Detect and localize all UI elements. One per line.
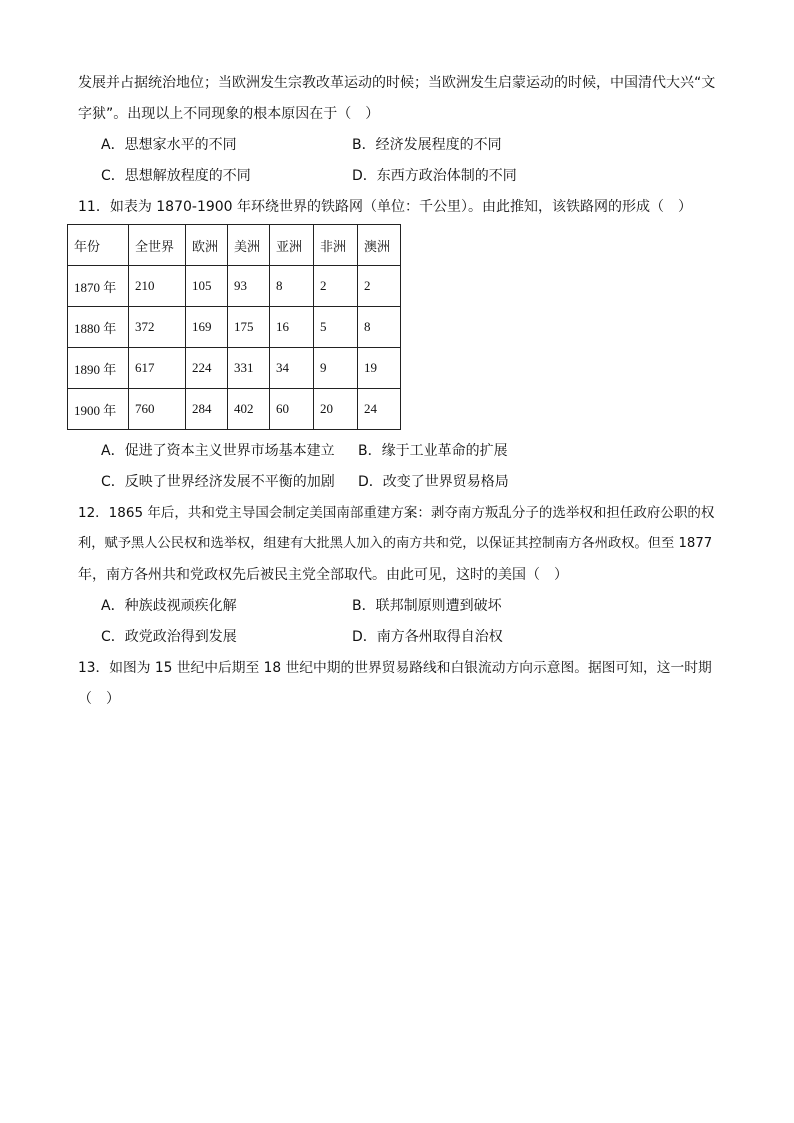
q13-stem-line-1: 13．如图为 15 世纪中后期至 18 世纪中期的世界贸易路线和白银流动方向示意图。据图可知，这一时期 — [78, 660, 712, 676]
q12-option-c: C．政党政治得到发展 — [101, 629, 237, 645]
table-cell: 1900 年 — [68, 389, 129, 430]
q11-option-c: C．反映了世界经济发展不平衡的加剧 — [101, 474, 335, 490]
table-cell: 284 — [186, 389, 228, 430]
q12-option-a: A．种族歧视顽疾化解 — [101, 598, 237, 614]
table-row — [68, 307, 401, 348]
table-cell: 169 — [186, 307, 228, 348]
q10-option-d: D．东西方政治体制的不同 — [352, 168, 517, 184]
q12-stem-line-3: 年，南方各州共和党政权先后被民主党全部取代。由此可见，这时的美国（ ） — [78, 567, 568, 583]
table-cell: 5 — [314, 307, 358, 348]
table-cell: 60 — [270, 389, 314, 430]
table-header-cell: 澳洲 — [358, 225, 401, 266]
q10-option-b: B．经济发展程度的不同 — [352, 137, 502, 153]
table-header-cell: 欧洲 — [186, 225, 228, 266]
table-header-cell: 非洲 — [314, 225, 358, 266]
table-cell: 760 — [129, 389, 186, 430]
q13-stem-line-2: （ ） — [78, 691, 120, 707]
table-cell: 8 — [270, 266, 314, 307]
table-cell: 224 — [186, 348, 228, 389]
q10-stem-line-1: 发展并占据统治地位；当欧洲发生宗教改革运动的时候；当欧洲发生启蒙运动的时候，中国清代大兴“文 — [78, 75, 716, 91]
table-cell: 93 — [228, 266, 270, 307]
table-header-cell: 美洲 — [228, 225, 270, 266]
table-cell: 9 — [314, 348, 358, 389]
q11-option-b: B．缘于工业革命的扩展 — [358, 443, 508, 459]
q12-option-b: B．联邦制原则遭到破坏 — [352, 598, 502, 614]
table-cell: 2 — [358, 266, 401, 307]
q12-option-d: D．南方各州取得自治权 — [352, 629, 503, 645]
table-row — [68, 389, 401, 430]
table-header-row — [68, 225, 401, 266]
table-cell: 210 — [129, 266, 186, 307]
table-cell: 402 — [228, 389, 270, 430]
table-cell: 617 — [129, 348, 186, 389]
q12-stem-line-1: 12．1865 年后，共和党主导国会制定美国南部重建方案：剥夺南方叛乱分子的选举权和担任政府公职的权 — [78, 505, 715, 521]
table-cell: 16 — [270, 307, 314, 348]
table-row — [68, 266, 401, 307]
table-row — [68, 348, 401, 389]
table-cell: 19 — [358, 348, 401, 389]
q10-option-c: C．思想解放程度的不同 — [101, 168, 251, 184]
q11-option-a: A．促进了资本主义世界市场基本建立 — [101, 443, 335, 459]
table-cell: 372 — [129, 307, 186, 348]
table-cell: 2 — [314, 266, 358, 307]
table-cell: 1890 年 — [68, 348, 129, 389]
table-cell: 34 — [270, 348, 314, 389]
table-cell: 24 — [358, 389, 401, 430]
table-header-cell: 全世界 — [129, 225, 186, 266]
q12-stem-line-2: 利，赋予黑人公民权和选举权，组建有大批黑人加入的南方共和党，以保证其控制南方各州政权。但至 1877 — [78, 536, 713, 551]
railway-table — [67, 224, 401, 430]
table-cell: 1870 年 — [68, 266, 129, 307]
q10-stem-line-2: 字狱”。出现以上不同现象的根本原因在于（ ） — [78, 106, 380, 122]
table-cell: 8 — [358, 307, 401, 348]
table-cell: 1880 年 — [68, 307, 129, 348]
q11-option-d: D．改变了世界贸易格局 — [358, 474, 509, 490]
table-cell: 20 — [314, 389, 358, 430]
table-header-cell: 亚洲 — [270, 225, 314, 266]
table-header-cell: 年份 — [68, 225, 129, 266]
q11-stem: 11．如表为 1870-1900 年环绕世界的铁路网（单位：千公里）。由此推知，该铁路网的形成（ ） — [78, 199, 693, 215]
table-cell: 175 — [228, 307, 270, 348]
q10-option-a: A．思想家水平的不同 — [101, 137, 237, 153]
table-cell: 105 — [186, 266, 228, 307]
table-cell: 331 — [228, 348, 270, 389]
